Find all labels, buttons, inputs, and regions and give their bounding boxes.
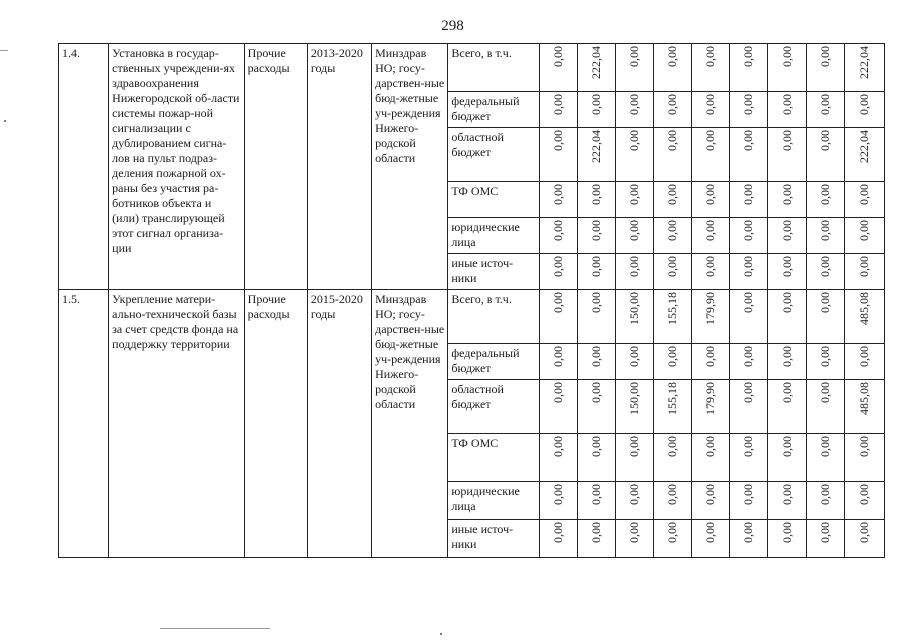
amount-value: 0,00	[627, 46, 641, 67]
amount-value: 0,00	[741, 346, 756, 367]
amount-cell	[768, 344, 806, 380]
amount-cell	[615, 344, 653, 380]
amount-value: 0,00	[703, 130, 718, 151]
amount-cell	[844, 254, 884, 290]
funding-table	[58, 43, 885, 558]
amount-value: 179,90	[703, 292, 718, 325]
amount-value: 0,00	[588, 220, 603, 241]
amount-cell	[615, 218, 653, 254]
amount-cell	[730, 44, 768, 92]
amount-cell	[615, 482, 653, 520]
amount-cell	[806, 254, 844, 290]
amount-cell	[844, 218, 884, 254]
amount-cell	[730, 254, 768, 290]
amount-cell	[806, 482, 844, 520]
amount-cell	[539, 218, 577, 254]
amount-cell	[539, 290, 577, 344]
amount-cell	[806, 92, 844, 128]
amount-value: 0,00	[627, 522, 641, 543]
amount-cell	[768, 218, 806, 254]
amount-value: 179,90	[703, 382, 718, 415]
amount-value: 0,00	[550, 382, 565, 403]
scan-artifact	[160, 628, 270, 629]
amount-cell	[654, 218, 692, 254]
amount-cell	[539, 128, 577, 182]
amount-value: 0,00	[779, 130, 794, 151]
executor-cell: Минздрав НО; госу-дарствен-ные бюд-жетные уч-реждения Нижего-родской области	[372, 290, 448, 558]
amount-value: 0,00	[779, 94, 794, 115]
amount-value: 0,00	[588, 346, 603, 367]
amount-cell	[844, 44, 884, 92]
amount-value: 0,00	[741, 484, 756, 505]
funding-source-cell: юридические лица	[448, 218, 539, 254]
amount-cell	[654, 482, 692, 520]
amount-value: 0,00	[550, 130, 565, 151]
amount-value: 0,00	[588, 184, 603, 205]
amount-cell	[768, 290, 806, 344]
amount-cell	[768, 128, 806, 182]
amount-value: 0,00	[703, 184, 718, 205]
amount-cell	[768, 482, 806, 520]
amount-value: 0,00	[703, 484, 718, 505]
amount-cell	[654, 182, 692, 218]
amount-value: 0,00	[703, 46, 718, 67]
amount-cell	[577, 254, 615, 290]
amount-cell	[654, 380, 692, 434]
amount-value: 0,00	[856, 184, 871, 205]
amount-cell	[615, 380, 653, 434]
amount-value: 0,00	[703, 522, 718, 543]
amount-cell	[615, 44, 653, 92]
amount-cell	[806, 290, 844, 344]
amount-value: 0,00	[817, 522, 832, 543]
amount-value: 0,00	[741, 292, 756, 313]
amount-value: 0,00	[779, 346, 794, 367]
amount-cell	[844, 482, 884, 520]
funding-source-cell: областной бюджет	[448, 128, 539, 182]
amount-value: 0,00	[665, 484, 680, 505]
amount-cell	[768, 254, 806, 290]
amount-value: 0,00	[550, 184, 565, 205]
amount-cell	[692, 520, 730, 558]
funding-source-cell: иные источ-ники	[448, 254, 539, 290]
amount-value: 0,00	[588, 484, 603, 505]
amount-value: 0,00	[817, 220, 832, 241]
funding-source-cell: ТФ ОМС	[448, 434, 539, 482]
amount-cell	[654, 254, 692, 290]
table-row	[59, 290, 885, 344]
scan-artifact	[440, 633, 442, 635]
amount-value: 0,00	[779, 46, 794, 67]
amount-value: 0,00	[779, 382, 794, 403]
amount-cell	[730, 92, 768, 128]
amount-value: 0,00	[779, 184, 794, 205]
amount-value: 0,00	[703, 220, 718, 241]
amount-cell	[730, 344, 768, 380]
amount-value: 0,00	[779, 220, 794, 241]
amount-value: 0,00	[741, 220, 756, 241]
amount-cell	[692, 128, 730, 182]
amount-value: 0,00	[817, 130, 832, 151]
amount-cell	[768, 380, 806, 434]
amount-cell	[539, 344, 577, 380]
amount-value: 0,00	[665, 184, 680, 205]
amount-value: 0,00	[741, 522, 756, 543]
amount-cell	[539, 482, 577, 520]
amount-cell	[730, 290, 768, 344]
amount-cell	[806, 218, 844, 254]
funding-source-cell: федеральный бюджет	[448, 92, 539, 128]
amount-value: 0,00	[665, 46, 680, 67]
amount-value: 0,00	[627, 484, 641, 505]
amount-cell	[730, 128, 768, 182]
funding-source-cell: юридические лица	[448, 482, 539, 520]
amount-cell	[539, 182, 577, 218]
amount-cell	[615, 520, 653, 558]
amount-value: 0,00	[550, 346, 565, 367]
amount-cell	[692, 344, 730, 380]
amount-value: 0,00	[703, 94, 718, 115]
amount-value: 0,00	[588, 94, 603, 115]
amount-value: 0,00	[856, 484, 871, 505]
amount-value: 0,00	[779, 522, 794, 543]
amount-cell	[615, 128, 653, 182]
amount-value: 0,00	[550, 522, 565, 543]
amount-value: 0,00	[779, 436, 794, 457]
amount-cell	[730, 520, 768, 558]
amount-value: 0,00	[627, 130, 641, 151]
amount-value: 0,00	[817, 256, 832, 277]
amount-value: 0,00	[856, 220, 871, 241]
amount-cell	[539, 254, 577, 290]
amount-cell	[806, 128, 844, 182]
amount-value: 0,00	[779, 292, 794, 313]
amount-value: 222,04	[588, 130, 603, 163]
amount-value: 0,00	[550, 220, 565, 241]
amount-value: 0,00	[627, 256, 641, 277]
amount-cell	[692, 44, 730, 92]
item-title-cell: Укрепление матери-ально-технической базы за счет средств фонда на поддержку территории	[109, 290, 244, 558]
amount-cell	[615, 434, 653, 482]
amount-value: 0,00	[665, 346, 680, 367]
amount-cell	[844, 344, 884, 380]
amount-cell	[692, 290, 730, 344]
amount-cell	[730, 380, 768, 434]
amount-cell	[768, 520, 806, 558]
amount-value: 0,00	[588, 522, 603, 543]
amount-cell	[654, 520, 692, 558]
amount-cell	[844, 380, 884, 434]
amount-value: 0,00	[665, 256, 680, 277]
amount-value: 155,18	[665, 292, 680, 325]
amount-value: 0,00	[741, 46, 756, 67]
amount-value: 0,00	[665, 522, 680, 543]
amount-cell	[806, 380, 844, 434]
amount-value: 0,00	[741, 94, 756, 115]
item-number-cell: 1.5.	[59, 290, 109, 558]
funding-source-cell: иные источ-ники	[448, 520, 539, 558]
amount-cell	[577, 44, 615, 92]
amount-cell	[577, 482, 615, 520]
amount-cell	[844, 182, 884, 218]
amount-value: 150,00	[627, 382, 641, 415]
amount-value: 0,00	[817, 436, 832, 457]
amount-value: 485,08	[856, 382, 871, 415]
amount-value: 0,00	[550, 436, 565, 457]
amount-value: 0,00	[741, 256, 756, 277]
amount-cell	[806, 182, 844, 218]
amount-value: 0,00	[703, 256, 718, 277]
funding-table-body	[59, 44, 885, 558]
amount-cell	[654, 92, 692, 128]
amount-value: 0,00	[856, 436, 871, 457]
amount-value: 0,00	[588, 256, 603, 277]
amount-cell	[577, 290, 615, 344]
amount-cell	[768, 44, 806, 92]
scan-artifact	[4, 120, 6, 122]
amount-cell	[654, 344, 692, 380]
amount-cell	[692, 92, 730, 128]
amount-value: 0,00	[817, 382, 832, 403]
amount-cell	[844, 290, 884, 344]
amount-value: 0,00	[817, 484, 832, 505]
amount-cell	[730, 482, 768, 520]
amount-value: 0,00	[856, 522, 871, 543]
amount-value: 0,00	[588, 382, 603, 403]
amount-cell	[577, 344, 615, 380]
amount-value: 0,00	[779, 256, 794, 277]
amount-value: 0,00	[627, 346, 641, 367]
years-cell: 2013-2020 годы	[307, 44, 371, 290]
amount-value: 0,00	[627, 220, 641, 241]
amount-value: 0,00	[741, 184, 756, 205]
amount-cell	[768, 434, 806, 482]
amount-cell	[577, 128, 615, 182]
amount-cell	[844, 520, 884, 558]
amount-value: 0,00	[741, 130, 756, 151]
amount-value: 222,04	[856, 46, 871, 79]
amount-cell	[806, 44, 844, 92]
amount-cell	[692, 218, 730, 254]
amount-cell	[539, 92, 577, 128]
amount-cell	[577, 380, 615, 434]
amount-value: 0,00	[588, 292, 603, 313]
item-title-cell: Установка в государ-ственных учреждени-ях здравоохранения Нижегородской об-ласти системы пожар-ной сигнализации с дублированием сигна-лов на пульт подраз-деления пожарной ох-раны без участия ра-ботников объекта и (или) транслирующей этот сигнал организа-ции	[109, 44, 244, 290]
amount-cell	[539, 380, 577, 434]
amount-cell	[615, 290, 653, 344]
amount-value: 0,00	[627, 94, 641, 115]
amount-cell	[577, 520, 615, 558]
funding-source-cell: ТФ ОМС	[448, 182, 539, 218]
years-cell: 2015-2020 годы	[307, 290, 371, 558]
amount-value: 0,00	[665, 94, 680, 115]
amount-value: 0,00	[817, 94, 832, 115]
amount-cell	[654, 128, 692, 182]
amount-cell	[692, 380, 730, 434]
amount-value: 0,00	[741, 436, 756, 457]
amount-value: 0,00	[779, 484, 794, 505]
amount-cell	[615, 254, 653, 290]
amount-value: 150,00	[627, 292, 641, 325]
executor-cell: Минздрав НО; госу-дарствен-ные бюд-жетные уч-реждения Нижего-родской области	[372, 44, 448, 290]
amount-value: 0,00	[856, 346, 871, 367]
amount-cell	[806, 520, 844, 558]
item-number-cell: 1.4.	[59, 44, 109, 290]
amount-cell	[654, 44, 692, 92]
amount-cell	[844, 92, 884, 128]
amount-value: 0,00	[817, 292, 832, 313]
amount-cell	[768, 92, 806, 128]
funding-source-cell: Всего, в т.ч.	[448, 290, 539, 344]
amount-value: 0,00	[817, 184, 832, 205]
amount-value: 0,00	[817, 46, 832, 67]
expense-type-cell: Прочие расходы	[244, 44, 307, 290]
amount-cell	[730, 182, 768, 218]
amount-cell	[577, 218, 615, 254]
amount-cell	[692, 482, 730, 520]
amount-cell	[539, 44, 577, 92]
amount-cell	[577, 182, 615, 218]
amount-cell	[692, 254, 730, 290]
amount-value: 0,00	[856, 256, 871, 277]
amount-cell	[615, 182, 653, 218]
amount-cell	[539, 434, 577, 482]
amount-value: 0,00	[627, 436, 641, 457]
amount-value: 155,18	[665, 382, 680, 415]
amount-value: 485,08	[856, 292, 871, 325]
funding-source-cell: федеральный бюджет	[448, 344, 539, 380]
amount-cell	[577, 434, 615, 482]
amount-value: 0,00	[550, 484, 565, 505]
amount-cell	[806, 434, 844, 482]
amount-cell	[654, 434, 692, 482]
scan-artifact	[0, 50, 8, 51]
amount-value: 0,00	[665, 436, 680, 457]
amount-value: 222,04	[588, 46, 603, 79]
table-row	[59, 44, 885, 92]
amount-cell	[577, 92, 615, 128]
amount-value: 222,04	[856, 130, 871, 163]
amount-cell	[768, 182, 806, 218]
amount-value: 0,00	[665, 130, 680, 151]
amount-cell	[806, 344, 844, 380]
amount-value: 0,00	[665, 220, 680, 241]
amount-value: 0,00	[588, 436, 603, 457]
amount-value: 0,00	[817, 346, 832, 367]
amount-cell	[615, 92, 653, 128]
amount-value: 0,00	[550, 94, 565, 115]
amount-value: 0,00	[550, 46, 565, 67]
amount-cell	[844, 434, 884, 482]
amount-value: 0,00	[627, 184, 641, 205]
amount-cell	[692, 434, 730, 482]
funding-source-cell: Всего, в т.ч.	[448, 44, 539, 92]
amount-value: 0,00	[703, 346, 718, 367]
funding-source-cell: областной бюджет	[448, 380, 539, 434]
amount-cell	[844, 128, 884, 182]
amount-value: 0,00	[550, 256, 565, 277]
amount-value: 0,00	[856, 94, 871, 115]
amount-value: 0,00	[703, 436, 718, 457]
amount-cell	[539, 520, 577, 558]
amount-cell	[654, 290, 692, 344]
amount-value: 0,00	[741, 382, 756, 403]
amount-cell	[730, 434, 768, 482]
expense-type-cell: Прочие расходы	[244, 290, 307, 558]
page-number: 298	[441, 18, 464, 34]
amount-value: 0,00	[550, 292, 565, 313]
amount-cell	[692, 182, 730, 218]
amount-cell	[730, 218, 768, 254]
